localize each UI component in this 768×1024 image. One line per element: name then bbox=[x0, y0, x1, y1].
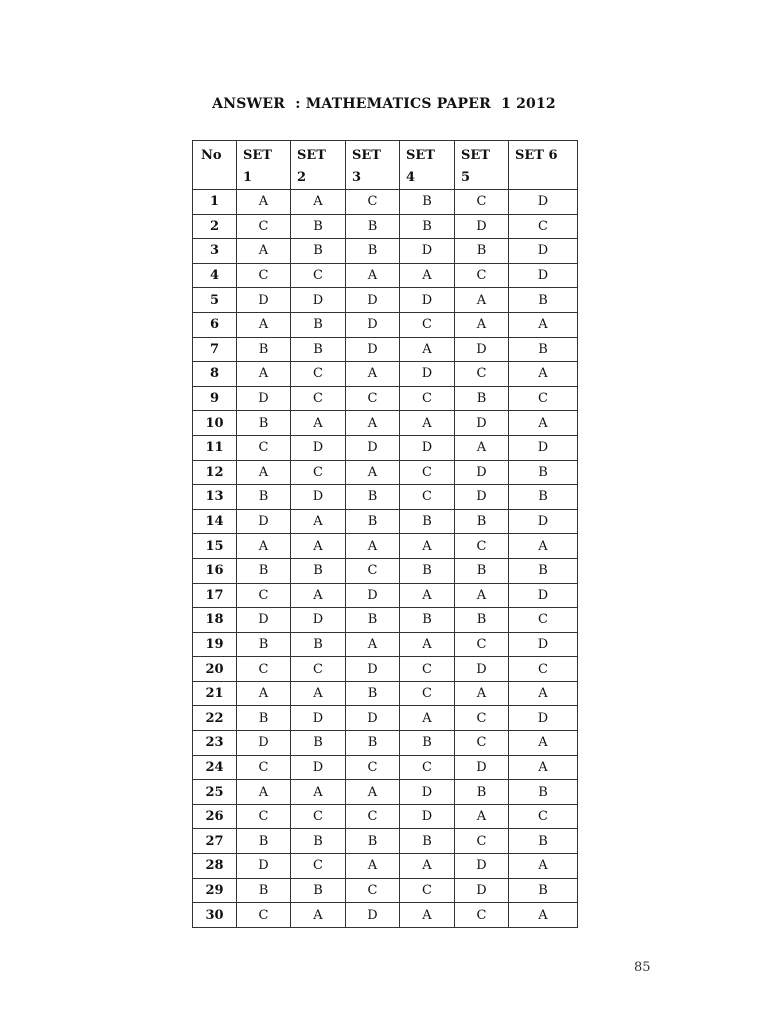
answer-cell-set-2: C bbox=[291, 263, 346, 288]
answer-cell-set-3: B bbox=[346, 608, 400, 633]
answer-cell-set-4: D bbox=[400, 435, 455, 460]
answer-cell-set-1: B bbox=[237, 337, 291, 362]
header-row bbox=[193, 141, 578, 190]
answer-cell-set-5: B bbox=[455, 608, 509, 633]
answer-cell-set-1: C bbox=[237, 263, 291, 288]
answer-cell-set-6: A bbox=[509, 312, 578, 337]
answer-cell-set-6: B bbox=[509, 558, 578, 583]
answer-cell-set-4: B bbox=[400, 558, 455, 583]
question-number-cell: 24 bbox=[193, 755, 237, 780]
answer-cell-set-5: B bbox=[455, 558, 509, 583]
table-row bbox=[193, 312, 578, 337]
table-row bbox=[193, 804, 578, 829]
answer-cell-set-3: B bbox=[346, 214, 400, 239]
answer-cell-set-2: B bbox=[291, 214, 346, 239]
answer-cell-set-2: D bbox=[291, 485, 346, 510]
question-number-cell: 23 bbox=[193, 731, 237, 756]
answer-cell-set-5: D bbox=[455, 854, 509, 879]
answer-cell-set-2: B bbox=[291, 878, 346, 903]
answer-cell-set-3: D bbox=[346, 903, 400, 928]
answer-cell-set-1: B bbox=[237, 558, 291, 583]
header-set-1-number: 1 bbox=[243, 170, 253, 185]
header-set-3-word: SET bbox=[352, 148, 381, 163]
question-number-cell: 29 bbox=[193, 878, 237, 903]
header-no: No bbox=[193, 141, 237, 190]
table-header bbox=[193, 141, 578, 190]
answer-cell-set-2: A bbox=[291, 681, 346, 706]
answer-cell-set-1: B bbox=[237, 829, 291, 854]
answer-cell-set-6: D bbox=[509, 190, 578, 215]
question-number-cell: 6 bbox=[193, 312, 237, 337]
answer-cell-set-5: C bbox=[455, 903, 509, 928]
table-row bbox=[193, 681, 578, 706]
answer-cell-set-5: B bbox=[455, 780, 509, 805]
table-row bbox=[193, 509, 578, 534]
answer-cell-set-2: A bbox=[291, 509, 346, 534]
answer-cell-set-1: C bbox=[237, 804, 291, 829]
answer-cell-set-1: A bbox=[237, 312, 291, 337]
answer-cell-set-4: A bbox=[400, 337, 455, 362]
answer-cell-set-2: C bbox=[291, 386, 346, 411]
answer-cell-set-1: A bbox=[237, 190, 291, 215]
answer-cell-set-4: C bbox=[400, 681, 455, 706]
answer-cell-set-1: C bbox=[237, 583, 291, 608]
question-number-cell: 22 bbox=[193, 706, 237, 731]
question-number-cell: 18 bbox=[193, 608, 237, 633]
answer-cell-set-5: C bbox=[455, 263, 509, 288]
answer-cell-set-1: C bbox=[237, 435, 291, 460]
table-row bbox=[193, 706, 578, 731]
answer-cell-set-3: D bbox=[346, 657, 400, 682]
table-row bbox=[193, 263, 578, 288]
answer-cell-set-6: A bbox=[509, 411, 578, 436]
answer-cell-set-4: C bbox=[400, 386, 455, 411]
answer-cell-set-4: B bbox=[400, 829, 455, 854]
answer-cell-set-2: B bbox=[291, 312, 346, 337]
table-row bbox=[193, 190, 578, 215]
answer-cell-set-4: B bbox=[400, 190, 455, 215]
table-row bbox=[193, 288, 578, 313]
title-text: ANSWER : MATHEMATICS PAPER 1 2012 bbox=[212, 96, 556, 112]
answer-cell-set-6: A bbox=[509, 903, 578, 928]
answer-cell-set-3: A bbox=[346, 534, 400, 559]
answer-cell-set-5: D bbox=[455, 214, 509, 239]
answer-cell-set-5: B bbox=[455, 509, 509, 534]
table-row bbox=[193, 337, 578, 362]
answer-cell-set-3: A bbox=[346, 460, 400, 485]
answer-cell-set-2: A bbox=[291, 780, 346, 805]
answer-cell-set-1: B bbox=[237, 485, 291, 510]
answer-cell-set-6: D bbox=[509, 632, 578, 657]
question-number-cell: 27 bbox=[193, 829, 237, 854]
answer-cell-set-2: A bbox=[291, 534, 346, 559]
answer-cell-set-6: B bbox=[509, 780, 578, 805]
answer-cell-set-3: D bbox=[346, 706, 400, 731]
header-set-5 bbox=[455, 141, 509, 190]
answer-cell-set-6: C bbox=[509, 657, 578, 682]
answer-cell-set-5: C bbox=[455, 534, 509, 559]
table-row bbox=[193, 731, 578, 756]
header-set-4-word: SET bbox=[406, 148, 435, 163]
table-row bbox=[193, 534, 578, 559]
answer-cell-set-6: A bbox=[509, 854, 578, 879]
table-row bbox=[193, 362, 578, 387]
answer-cell-set-6: D bbox=[509, 583, 578, 608]
answer-cell-set-6: D bbox=[509, 509, 578, 534]
answer-cell-set-2: D bbox=[291, 288, 346, 313]
answer-cell-set-4: C bbox=[400, 460, 455, 485]
answer-cell-set-3: A bbox=[346, 411, 400, 436]
answer-cell-set-4: C bbox=[400, 878, 455, 903]
answer-cell-set-2: A bbox=[291, 190, 346, 215]
answer-cell-set-2: C bbox=[291, 460, 346, 485]
table-row bbox=[193, 608, 578, 633]
answer-cell-set-2: D bbox=[291, 706, 346, 731]
answer-cell-set-6: A bbox=[509, 755, 578, 780]
table-row bbox=[193, 460, 578, 485]
answer-cell-set-2: C bbox=[291, 362, 346, 387]
answer-cell-set-5: B bbox=[455, 239, 509, 264]
question-number-cell: 25 bbox=[193, 780, 237, 805]
table-row bbox=[193, 657, 578, 682]
question-number-cell: 15 bbox=[193, 534, 237, 559]
answer-cell-set-6: B bbox=[509, 829, 578, 854]
answer-cell-set-4: A bbox=[400, 534, 455, 559]
answer-cell-set-5: A bbox=[455, 435, 509, 460]
answer-cell-set-3: A bbox=[346, 632, 400, 657]
answer-cell-set-2: A bbox=[291, 411, 346, 436]
header-set-2 bbox=[291, 141, 346, 190]
answer-cell-set-6: A bbox=[509, 681, 578, 706]
answer-cell-set-2: D bbox=[291, 435, 346, 460]
answer-cell-set-4: B bbox=[400, 608, 455, 633]
answer-cell-set-1: B bbox=[237, 706, 291, 731]
header-set-3 bbox=[346, 141, 400, 190]
answer-cell-set-3: B bbox=[346, 509, 400, 534]
answer-cell-set-2: C bbox=[291, 804, 346, 829]
header-set-2-number: 2 bbox=[297, 170, 307, 185]
answer-cell-set-6: A bbox=[509, 362, 578, 387]
page-title bbox=[0, 96, 768, 112]
question-number-cell: 2 bbox=[193, 214, 237, 239]
table-row bbox=[193, 386, 578, 411]
answer-cell-set-4: B bbox=[400, 214, 455, 239]
answer-cell-set-2: B bbox=[291, 829, 346, 854]
answer-cell-set-6: D bbox=[509, 263, 578, 288]
answer-cell-set-3: A bbox=[346, 362, 400, 387]
answer-cell-set-4: D bbox=[400, 804, 455, 829]
answer-cell-set-2: C bbox=[291, 657, 346, 682]
answer-cell-set-6: A bbox=[509, 731, 578, 756]
question-number-cell: 14 bbox=[193, 509, 237, 534]
answer-cell-set-5: A bbox=[455, 583, 509, 608]
answer-cell-set-5: D bbox=[455, 485, 509, 510]
answer-cell-set-1: A bbox=[237, 534, 291, 559]
answer-cell-set-5: D bbox=[455, 411, 509, 436]
header-set-1-word: SET bbox=[243, 148, 272, 163]
answer-cell-set-5: D bbox=[455, 337, 509, 362]
answer-cell-set-3: B bbox=[346, 731, 400, 756]
answer-cell-set-2: B bbox=[291, 632, 346, 657]
answer-cell-set-3: C bbox=[346, 878, 400, 903]
answer-cell-set-6: B bbox=[509, 337, 578, 362]
question-number-cell: 5 bbox=[193, 288, 237, 313]
answer-cell-set-6: B bbox=[509, 460, 578, 485]
answer-cell-set-1: A bbox=[237, 362, 291, 387]
answer-cell-set-1: B bbox=[237, 878, 291, 903]
header-set-4-number: 4 bbox=[406, 170, 416, 185]
answer-cell-set-5: A bbox=[455, 681, 509, 706]
answer-cell-set-5: D bbox=[455, 657, 509, 682]
answer-cell-set-6: B bbox=[509, 878, 578, 903]
answer-cell-set-5: A bbox=[455, 804, 509, 829]
answer-cell-set-3: B bbox=[346, 485, 400, 510]
question-number-cell: 1 bbox=[193, 190, 237, 215]
question-number-cell: 17 bbox=[193, 583, 237, 608]
answer-cell-set-3: C bbox=[346, 755, 400, 780]
answer-cell-set-4: C bbox=[400, 485, 455, 510]
answer-cell-set-6: B bbox=[509, 288, 578, 313]
answer-cell-set-6: C bbox=[509, 214, 578, 239]
answer-cell-set-2: B bbox=[291, 337, 346, 362]
answer-cell-set-5: C bbox=[455, 829, 509, 854]
answer-cell-set-6: A bbox=[509, 534, 578, 559]
answer-cell-set-4: A bbox=[400, 411, 455, 436]
answer-cell-set-3: C bbox=[346, 190, 400, 215]
answer-cell-set-1: B bbox=[237, 632, 291, 657]
answer-cell-set-5: D bbox=[455, 878, 509, 903]
answer-cell-set-1: A bbox=[237, 681, 291, 706]
question-number-cell: 7 bbox=[193, 337, 237, 362]
question-number-cell: 20 bbox=[193, 657, 237, 682]
answer-cell-set-3: C bbox=[346, 386, 400, 411]
answer-cell-set-4: D bbox=[400, 780, 455, 805]
table-row bbox=[193, 632, 578, 657]
question-number-cell: 13 bbox=[193, 485, 237, 510]
answer-cell-set-3: D bbox=[346, 435, 400, 460]
answer-cell-set-1: C bbox=[237, 214, 291, 239]
answer-cell-set-1: D bbox=[237, 386, 291, 411]
answer-cell-set-6: D bbox=[509, 435, 578, 460]
answer-cell-set-2: A bbox=[291, 903, 346, 928]
answer-cell-set-5: D bbox=[455, 755, 509, 780]
answer-cell-set-2: B bbox=[291, 239, 346, 264]
answer-cell-set-5: A bbox=[455, 312, 509, 337]
answer-cell-set-4: D bbox=[400, 288, 455, 313]
question-number-cell: 9 bbox=[193, 386, 237, 411]
question-number-cell: 8 bbox=[193, 362, 237, 387]
header-set-5-word: SET bbox=[461, 148, 490, 163]
answer-cell-set-1: A bbox=[237, 239, 291, 264]
answer-cell-set-4: D bbox=[400, 239, 455, 264]
answer-cell-set-1: C bbox=[237, 903, 291, 928]
answer-cell-set-3: B bbox=[346, 239, 400, 264]
table-row bbox=[193, 558, 578, 583]
question-number-cell: 21 bbox=[193, 681, 237, 706]
answer-cell-set-6: C bbox=[509, 386, 578, 411]
answer-cell-set-5: A bbox=[455, 288, 509, 313]
answer-cell-set-1: D bbox=[237, 509, 291, 534]
question-number-cell: 26 bbox=[193, 804, 237, 829]
answer-cell-set-2: B bbox=[291, 731, 346, 756]
table-row bbox=[193, 485, 578, 510]
answer-cell-set-1: D bbox=[237, 854, 291, 879]
table-row bbox=[193, 780, 578, 805]
answer-cell-set-1: B bbox=[237, 411, 291, 436]
answer-cell-set-3: D bbox=[346, 583, 400, 608]
header-set-4 bbox=[400, 141, 455, 190]
answer-cell-set-6: D bbox=[509, 706, 578, 731]
answer-cell-set-1: C bbox=[237, 755, 291, 780]
answer-cell-set-5: C bbox=[455, 362, 509, 387]
question-number-cell: 4 bbox=[193, 263, 237, 288]
question-number-cell: 3 bbox=[193, 239, 237, 264]
table-row bbox=[193, 239, 578, 264]
answer-cell-set-5: B bbox=[455, 386, 509, 411]
answer-cell-set-4: B bbox=[400, 509, 455, 534]
answer-cell-set-3: C bbox=[346, 804, 400, 829]
answer-cell-set-3: A bbox=[346, 263, 400, 288]
answer-cell-set-4: A bbox=[400, 583, 455, 608]
header-set-2-word: SET bbox=[297, 148, 326, 163]
answer-cell-set-2: C bbox=[291, 854, 346, 879]
page-number: 85 bbox=[634, 960, 651, 975]
answer-cell-set-4: B bbox=[400, 731, 455, 756]
answer-table bbox=[192, 140, 578, 928]
answer-cell-set-1: A bbox=[237, 780, 291, 805]
answer-cell-set-3: A bbox=[346, 780, 400, 805]
answer-cell-set-6: D bbox=[509, 239, 578, 264]
answer-cell-set-5: C bbox=[455, 632, 509, 657]
question-number-cell: 11 bbox=[193, 435, 237, 460]
answer-cell-set-3: B bbox=[346, 829, 400, 854]
answer-cell-set-1: C bbox=[237, 657, 291, 682]
answer-cell-set-3: D bbox=[346, 288, 400, 313]
answer-cell-set-1: D bbox=[237, 288, 291, 313]
answer-cell-set-3: B bbox=[346, 681, 400, 706]
table-body bbox=[193, 190, 578, 928]
answer-cell-set-5: C bbox=[455, 706, 509, 731]
header-set-1 bbox=[237, 141, 291, 190]
answer-cell-set-2: D bbox=[291, 755, 346, 780]
answer-cell-set-3: D bbox=[346, 312, 400, 337]
answer-cell-set-4: A bbox=[400, 263, 455, 288]
table-row bbox=[193, 411, 578, 436]
answer-cell-set-1: A bbox=[237, 460, 291, 485]
answer-cell-set-5: C bbox=[455, 190, 509, 215]
table-row bbox=[193, 755, 578, 780]
answer-cell-set-5: C bbox=[455, 731, 509, 756]
table-row bbox=[193, 435, 578, 460]
answer-cell-set-4: A bbox=[400, 903, 455, 928]
table-row bbox=[193, 214, 578, 239]
answer-cell-set-3: A bbox=[346, 854, 400, 879]
question-number-cell: 10 bbox=[193, 411, 237, 436]
answer-cell-set-6: C bbox=[509, 804, 578, 829]
header-set-3-number: 3 bbox=[352, 170, 362, 185]
table-row bbox=[193, 829, 578, 854]
question-number-cell: 12 bbox=[193, 460, 237, 485]
answer-cell-set-1: D bbox=[237, 608, 291, 633]
answer-cell-set-2: A bbox=[291, 583, 346, 608]
header-set-6: SET 6 bbox=[509, 141, 578, 190]
answer-cell-set-4: A bbox=[400, 632, 455, 657]
table-row bbox=[193, 903, 578, 928]
question-number-cell: 30 bbox=[193, 903, 237, 928]
table-row bbox=[193, 854, 578, 879]
question-number-cell: 16 bbox=[193, 558, 237, 583]
answer-cell-set-6: B bbox=[509, 485, 578, 510]
table-row bbox=[193, 878, 578, 903]
answer-cell-set-2: B bbox=[291, 558, 346, 583]
answer-cell-set-1: D bbox=[237, 731, 291, 756]
answer-cell-set-4: C bbox=[400, 312, 455, 337]
answer-cell-set-4: C bbox=[400, 755, 455, 780]
answer-cell-set-3: C bbox=[346, 558, 400, 583]
question-number-cell: 28 bbox=[193, 854, 237, 879]
answer-cell-set-4: C bbox=[400, 657, 455, 682]
answer-cell-set-5: D bbox=[455, 460, 509, 485]
answer-cell-set-4: D bbox=[400, 362, 455, 387]
table-row bbox=[193, 583, 578, 608]
answer-cell-set-3: D bbox=[346, 337, 400, 362]
question-number-cell: 19 bbox=[193, 632, 237, 657]
header-set-5-number: 5 bbox=[461, 170, 471, 185]
answer-cell-set-6: C bbox=[509, 608, 578, 633]
answer-cell-set-4: A bbox=[400, 854, 455, 879]
answer-cell-set-4: A bbox=[400, 706, 455, 731]
answer-cell-set-2: D bbox=[291, 608, 346, 633]
